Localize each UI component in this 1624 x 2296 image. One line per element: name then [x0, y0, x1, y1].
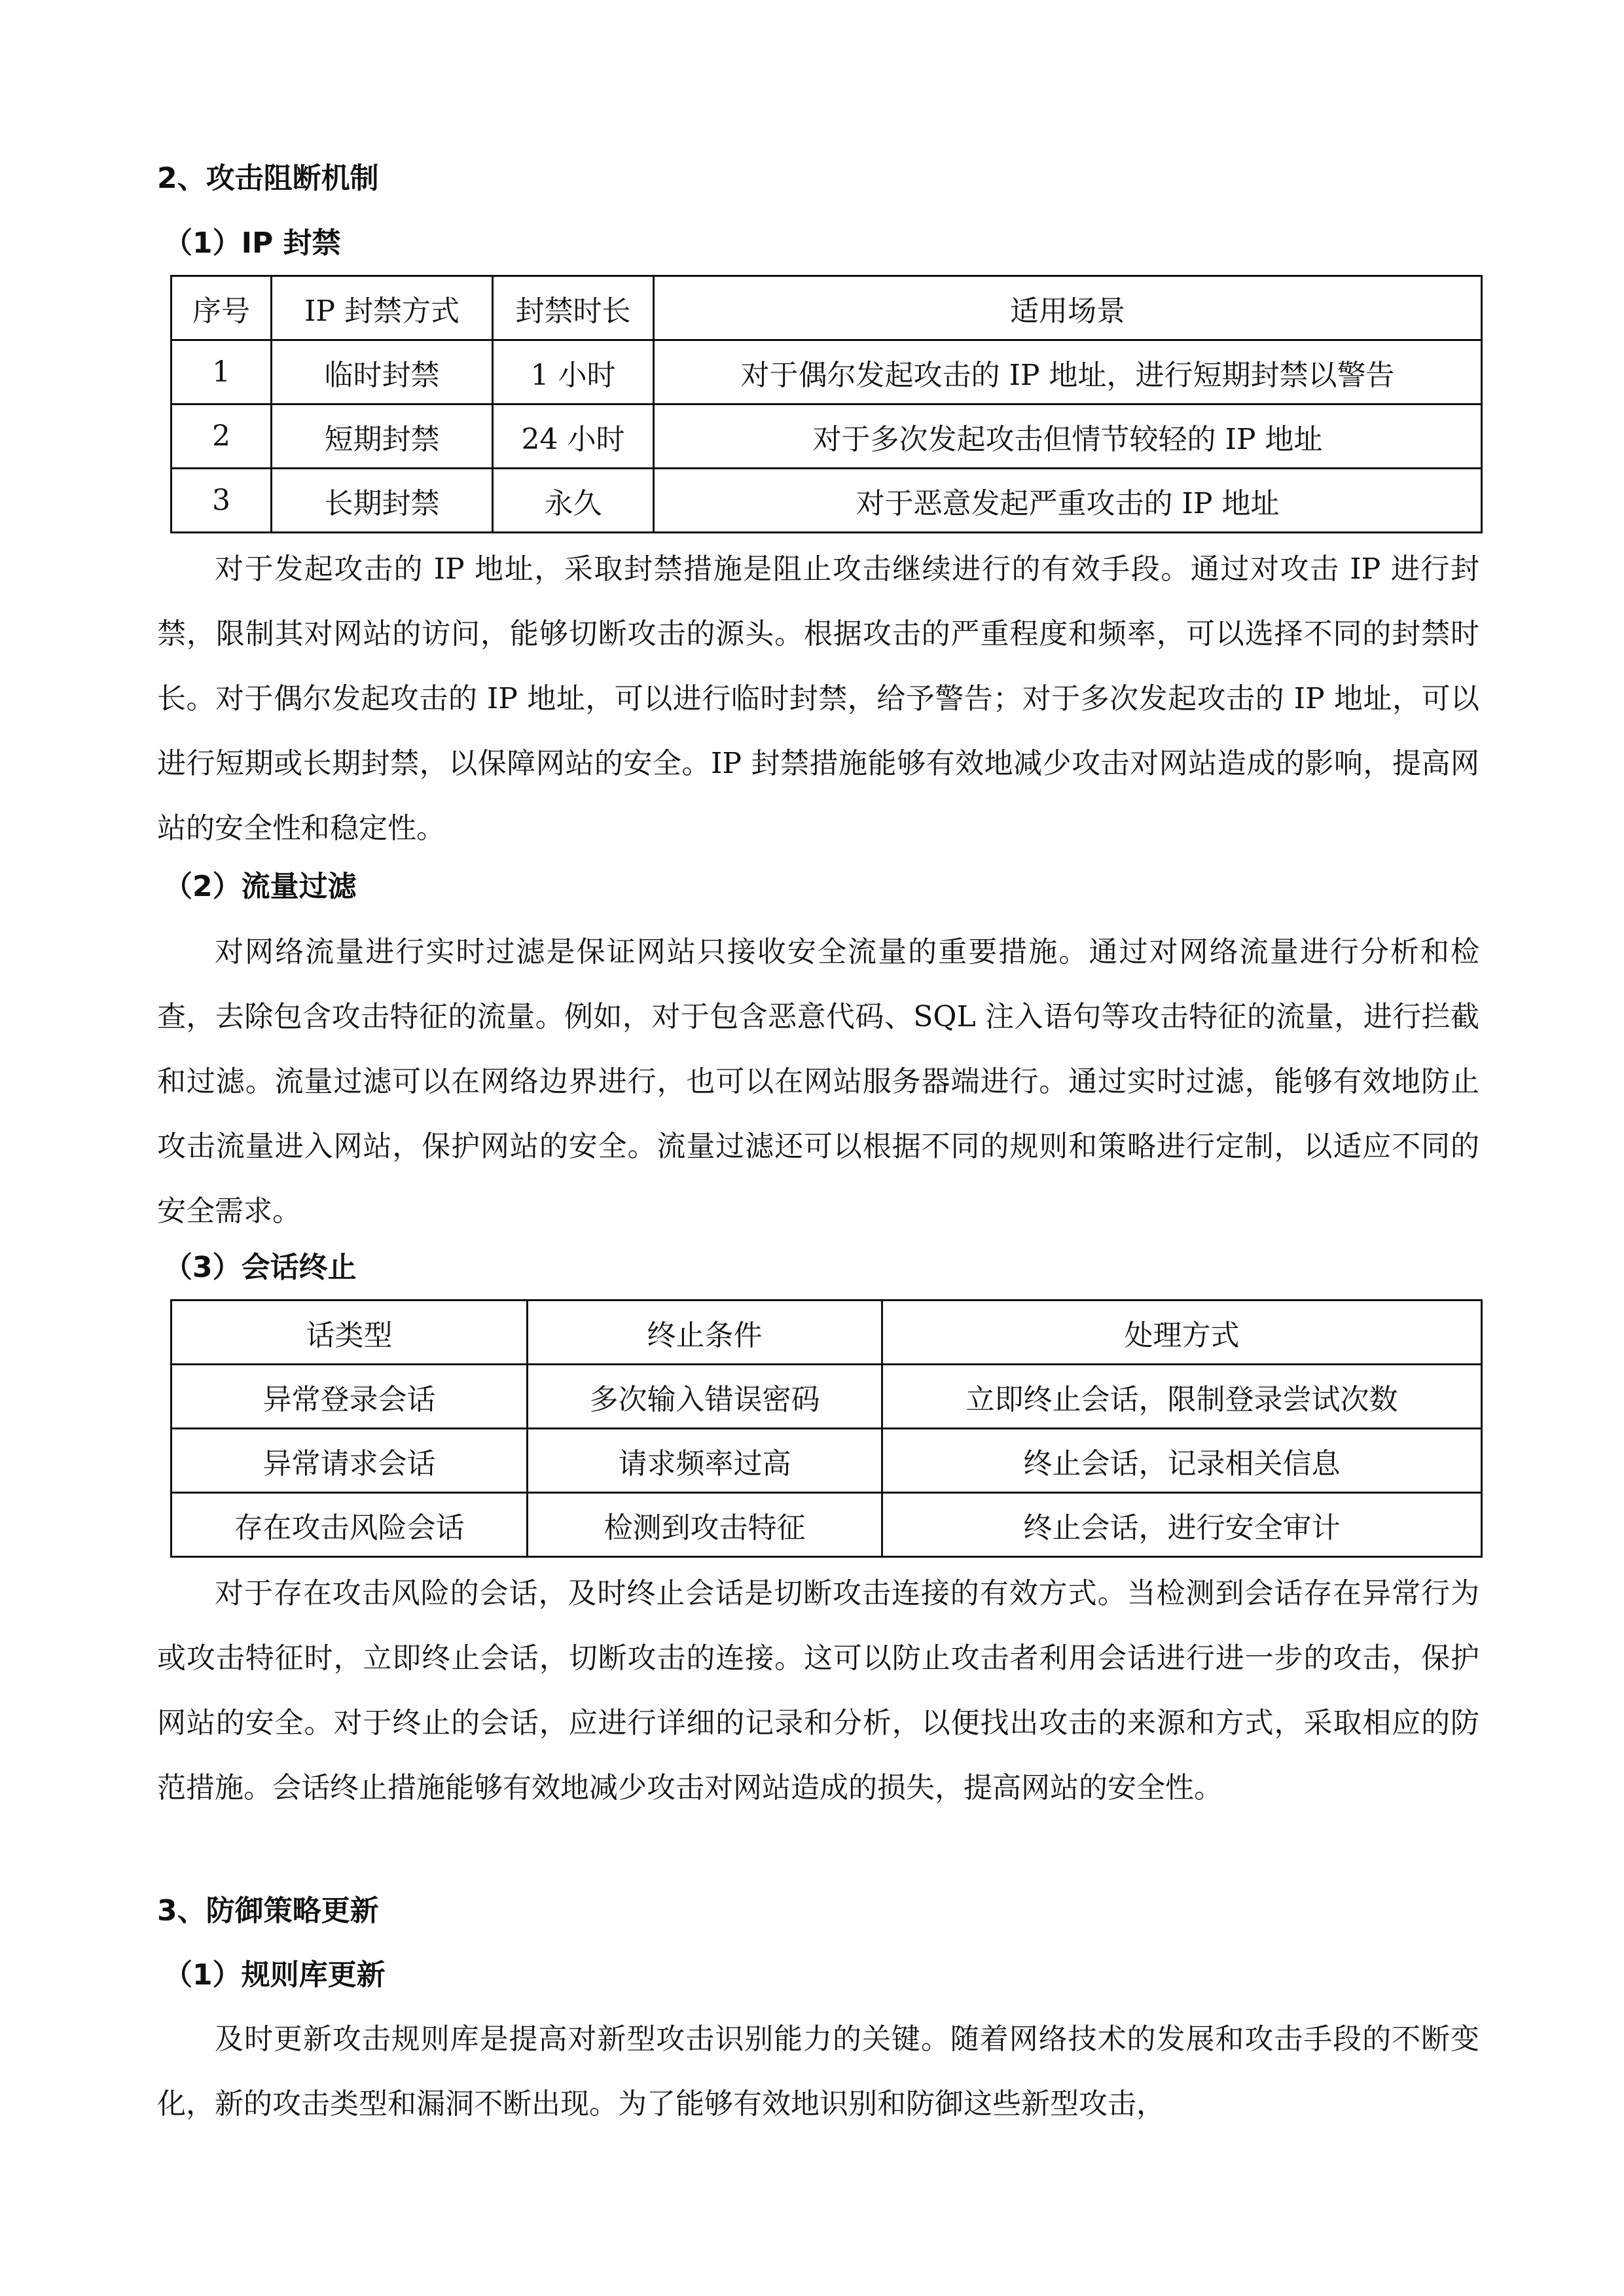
session-termination-paragraph: 对于存在攻击风险的会话，及时终止会话是切断攻击连接的有效方式。当检测到会话存在异常行为或攻击特征时，立即终止会话，切断攻击的连接。这可以防止攻击者利用会话进行进一步的攻击，保护网站的安全。对于终止的会话，应进行详细的记录和分析，以便找出攻击的来源和方式，采取相应的防范措施。会话终止措施能够有效地减少攻击对网站造成的损失，提高网站的安全性。 [157, 1577, 1479, 1804]
table-row [171, 340, 1482, 404]
table-row [171, 1429, 1482, 1493]
table-header-row [171, 276, 1482, 340]
table-cell: 1 [171, 340, 272, 404]
ip-ban-table [170, 275, 1483, 533]
table-row [171, 469, 1482, 533]
table-cell: 2 [171, 404, 272, 469]
table-header-cell: 终止条件 [528, 1300, 882, 1365]
table-row [171, 1493, 1482, 1557]
table-cell: 检测到攻击特征 [528, 1493, 882, 1557]
table-cell: 对于多次发起攻击但情节较轻的 IP 地址 [654, 404, 1482, 469]
traffic-filter-paragraph: 对网络流量进行实时过滤是保证网站只接收安全流量的重要措施。通过对网络流量进行分析和检查，去除包含攻击特征的流量。例如，对于包含恶意代码、SQL 注入语句等攻击特征的流量，进行拦截和过滤。流量过滤可以在网络边界进行，也可以在网站服务器端进行。通过实时过滤，能够有效地防止攻击流量进入网站，保护网站的安全。流量过滤还可以根据不同的规则和策略进行定制，以适应不同的安全需求。 [157, 935, 1479, 1228]
subsection-ip-ban-heading: （1）IP 封禁 [164, 226, 341, 260]
table-cell: 临时封禁 [272, 340, 493, 404]
rule-update-paragraph: 及时更新攻击规则库是提高对新型攻击识别能力的关键。随着网络技术的发展和攻击手段的不断变化，新的攻击类型和漏洞不断出现。为了能够有效地识别和防御这些新型攻击， [157, 2022, 1479, 2121]
table-cell: 对于恶意发起严重攻击的 IP 地址 [654, 469, 1482, 533]
table-cell: 24 小时 [493, 404, 654, 469]
table-cell: 终止会话，进行安全审计 [882, 1493, 1482, 1557]
table-header-cell: IP 封禁方式 [272, 276, 493, 340]
table-cell: 多次输入错误密码 [528, 1365, 882, 1429]
table-cell: 对于偶尔发起攻击的 IP 地址，进行短期封禁以警告 [654, 340, 1482, 404]
table-cell: 请求频率过高 [528, 1429, 882, 1493]
subsection-traffic-filter-heading: （2）流量过滤 [164, 870, 357, 903]
table-header-cell: 序号 [171, 276, 272, 340]
table-cell: 长期封禁 [272, 469, 493, 533]
section-2-heading: 2、攻击阻断机制 [157, 162, 379, 195]
table-cell: 异常请求会话 [171, 1429, 528, 1493]
subsection-session-termination-heading: （3）会话终止 [164, 1251, 357, 1284]
table-cell: 3 [171, 469, 272, 533]
table-cell: 立即终止会话，限制登录尝试次数 [882, 1365, 1482, 1429]
table-header-row [171, 1300, 1482, 1365]
table-header-cell: 适用场景 [654, 276, 1482, 340]
ip-ban-paragraph: 对于发起攻击的 IP 地址，采取封禁措施是阻止攻击继续进行的有效手段。通过对攻击 IP 进行封禁，限制其对网站的访问，能够切断攻击的源头。根据攻击的严重程度和频率，可以选择不同的封禁时长。对于偶尔发起攻击的 IP 地址，可以进行临时封禁，给予警告；对于多次发起攻击的 IP 地址，可以进行短期或长期封禁，以保障网站的安全。IP 封禁措施能够有效地减少攻击对网站造成的影响，提高网站的安全性和稳定性。 [157, 552, 1479, 845]
section-3-heading: 3、防御策略更新 [157, 1894, 379, 1928]
table-row [171, 404, 1482, 469]
table-cell: 永久 [493, 469, 654, 533]
table-header-cell: 话类型 [171, 1300, 528, 1365]
table-cell: 1 小时 [493, 340, 654, 404]
table-cell: 短期封禁 [272, 404, 493, 469]
table-cell: 存在攻击风险会话 [171, 1493, 528, 1557]
table-row [171, 1365, 1482, 1429]
session-termination-table [170, 1299, 1483, 1558]
subsection-rule-update-heading: （1）规则库更新 [164, 1958, 386, 1992]
table-cell: 异常登录会话 [171, 1365, 528, 1429]
table-cell: 终止会话，记录相关信息 [882, 1429, 1482, 1493]
table-header-cell: 封禁时长 [493, 276, 654, 340]
table-header-cell: 处理方式 [882, 1300, 1482, 1365]
